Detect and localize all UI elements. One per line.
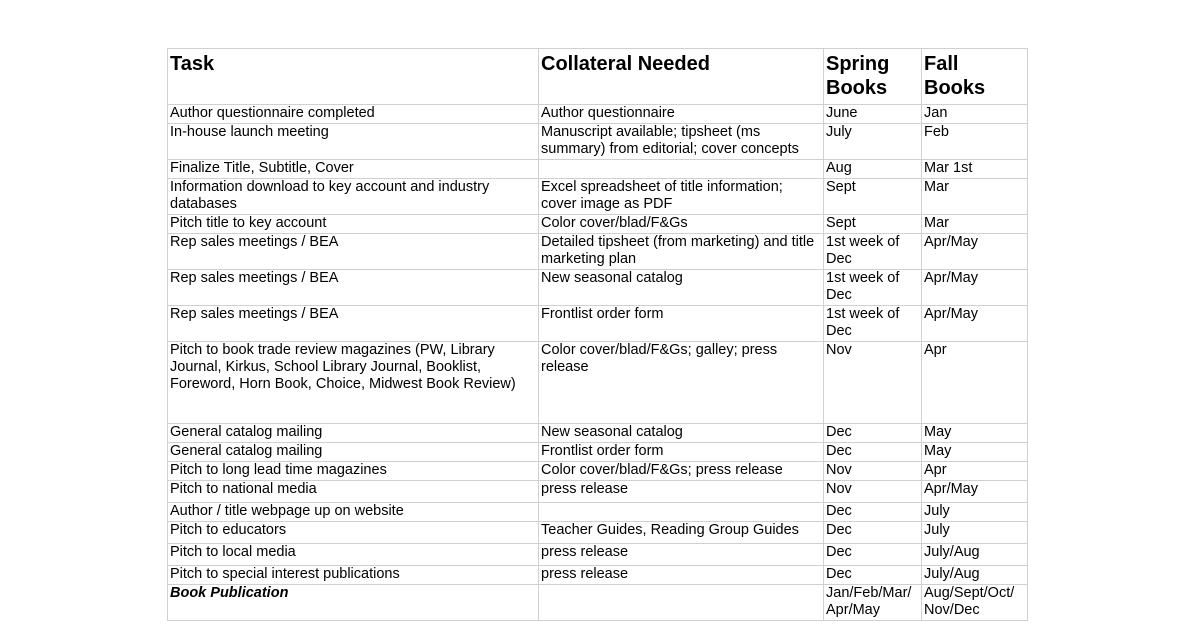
task-cell: Pitch title to key account [168,215,539,234]
header-fall-books: Fall Books [922,49,1028,105]
table-row [168,522,1028,544]
table-row [168,270,1028,306]
collateral-cell: press release [539,544,824,566]
collateral-cell [539,160,824,179]
table-row [168,544,1028,566]
collateral-cell: Color cover/blad/F&Gs [539,215,824,234]
fall-cell: July [922,522,1028,544]
fall-cell: July [922,503,1028,522]
spring-cell: Nov [824,481,922,503]
collateral-cell: Color cover/blad/F&Gs; press release [539,462,824,481]
fall-cell: Apr/May [922,270,1028,306]
spring-cell: Jan/Feb/Mar/ Apr/May [824,585,922,621]
task-cell: In-house launch meeting [168,124,539,160]
fall-cell: Mar [922,215,1028,234]
task-cell: Finalize Title, Subtitle, Cover [168,160,539,179]
collateral-cell: Excel spreadsheet of title information; cover image as PDF [539,179,824,215]
spring-cell: Dec [824,424,922,443]
fall-cell: Aug/Sept/Oct/ Nov/Dec [922,585,1028,621]
collateral-cell: New seasonal catalog [539,424,824,443]
spring-cell: Dec [824,544,922,566]
task-cell: Pitch to educators [168,522,539,544]
spring-cell: Dec [824,443,922,462]
fall-cell: May [922,443,1028,462]
spring-cell: July [824,124,922,160]
table-header-row [168,49,1028,105]
fall-cell: Apr/May [922,234,1028,270]
collateral-cell: Frontlist order form [539,443,824,462]
collateral-cell [539,585,824,621]
spring-cell: Nov [824,462,922,481]
collateral-cell: press release [539,481,824,503]
task-cell: Author / title webpage up on website [168,503,539,522]
fall-cell: Jan [922,105,1028,124]
task-cell: Rep sales meetings / BEA [168,234,539,270]
task-cell: Pitch to national media [168,481,539,503]
task-cell: Pitch to long lead time magazines [168,462,539,481]
collateral-cell: New seasonal catalog [539,270,824,306]
task-cell: Information download to key account and industry databases [168,179,539,215]
spring-cell: 1st week of Dec [824,234,922,270]
collateral-cell: press release [539,566,824,585]
table-row [168,179,1028,215]
table-row [168,566,1028,585]
table-row [168,342,1028,424]
collateral-cell [539,503,824,522]
task-cell: Author questionnaire completed [168,105,539,124]
header-collateral: Collateral Needed [539,49,824,105]
table-row [168,481,1028,503]
task-cell: Pitch to special interest publications [168,566,539,585]
spring-cell: 1st week of Dec [824,270,922,306]
task-cell: General catalog mailing [168,424,539,443]
table-row [168,503,1028,522]
task-cell: Pitch to local media [168,544,539,566]
header-task: Task [168,49,539,105]
spring-cell: Nov [824,342,922,424]
fall-cell: Mar 1st [922,160,1028,179]
spring-cell: 1st week of Dec [824,306,922,342]
spring-cell: Dec [824,522,922,544]
table-row [168,105,1028,124]
spring-cell: Sept [824,215,922,234]
fall-cell: May [922,424,1028,443]
table-row [168,462,1028,481]
collateral-cell: Frontlist order form [539,306,824,342]
task-cell: Rep sales meetings / BEA [168,306,539,342]
fall-cell: Apr/May [922,481,1028,503]
spring-cell: Aug [824,160,922,179]
fall-cell: Apr/May [922,306,1028,342]
fall-cell: July/Aug [922,544,1028,566]
marketing-schedule-table [167,48,1028,621]
collateral-cell: Manuscript available; tipsheet (ms summary) from editorial; cover concepts [539,124,824,160]
header-spring-books: Spring Books [824,49,922,105]
spring-cell: Dec [824,566,922,585]
task-cell: Rep sales meetings / BEA [168,270,539,306]
collateral-cell: Color cover/blad/F&Gs; galley; press release [539,342,824,424]
spring-cell: Sept [824,179,922,215]
spring-cell: June [824,105,922,124]
task-cell: Pitch to book trade review magazines (PW, Library Journal, Kirkus, School Library Journal, Booklist, Foreword, Horn Book, Choice, Midwest Book Review) [168,342,539,424]
fall-cell: Feb [922,124,1028,160]
table-row [168,124,1028,160]
table-row [168,234,1028,270]
task-cell: Book Publication [168,585,539,621]
table-row [168,443,1028,462]
task-cell: General catalog mailing [168,443,539,462]
table-row [168,215,1028,234]
fall-cell: Apr [922,462,1028,481]
table-row [168,306,1028,342]
spring-cell: Dec [824,503,922,522]
table-row [168,585,1028,621]
collateral-cell: Detailed tipsheet (from marketing) and title marketing plan [539,234,824,270]
table-row [168,424,1028,443]
collateral-cell: Author questionnaire [539,105,824,124]
fall-cell: July/Aug [922,566,1028,585]
fall-cell: Apr [922,342,1028,424]
collateral-cell: Teacher Guides, Reading Group Guides [539,522,824,544]
fall-cell: Mar [922,179,1028,215]
table-row [168,160,1028,179]
